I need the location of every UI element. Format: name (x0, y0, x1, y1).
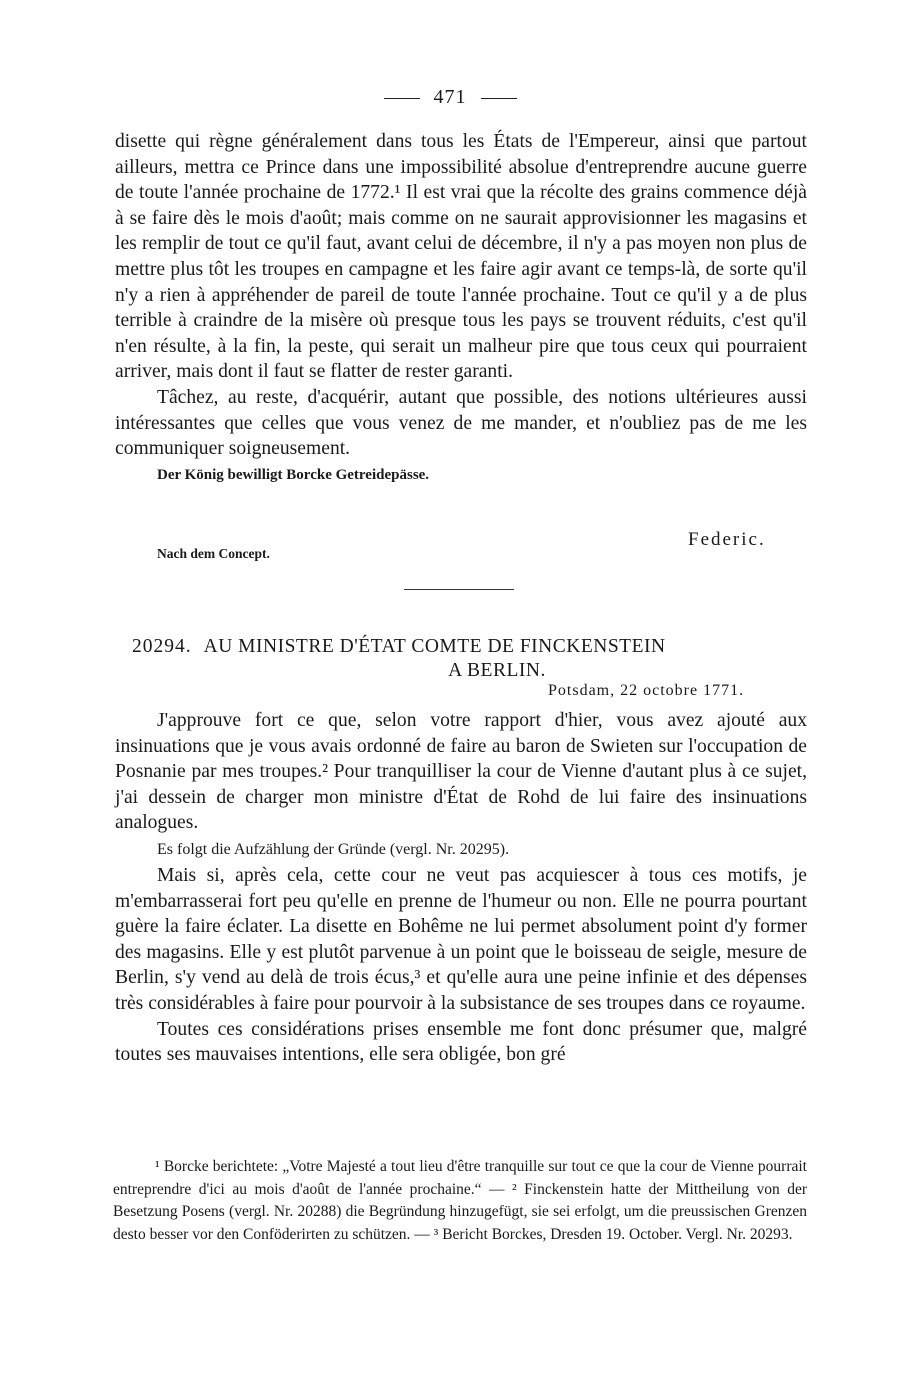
dateline: Potsdam, 22 octobre 1771. (548, 682, 745, 699)
heading-line-1: AU MINISTRE D'ÉTAT COMTE DE FINCKENSTEIN (203, 636, 666, 657)
section-divider (404, 589, 514, 590)
left-rule (384, 98, 420, 99)
document-number: 20294. (132, 636, 192, 657)
source-note: Nach dem Concept. (157, 546, 270, 561)
paragraph: disette qui règne généralement dans tous les États de l'Empereur, ainsi que partout ailleurs, mettra ce Prince dans une impossibilité absolue d'entreprendre aucune guerre de toute l'année prochaine de 1772.¹ Il est vrai que la récolte des grains commence déjà à se faire dès le mois d'août; mais comme on ne saurait approvisionner les magasins et les remplir de tout ce qu'il faut, avant celui de décembre, il n'y a pas moyen non plus de mettre plus tôt les troupes en campagne et les faire agir avant ce temps-là, de sorte qu'il n'y a rien à appréhender de pareil de toute l'année prochaine. Tout ce qu'il y a de plus terrible à craindre de la misère où presque tous les pays se trouvent réduits, c'est qu'il n'en résulte, à la fin, la peste, qui serait un malheur pire que tous ceux qui pourraient arriver, mais dont il faut se flatter de rester garanti. (115, 131, 807, 383)
page-number-value: 471 (433, 86, 467, 108)
page-number (0, 86, 900, 109)
paragraph: J'approuve fort ce que, selon votre rapport d'hier, vous avez ajouté aux insinuations que je vous avais ordonné de faire au baron de Swieten sur l'occupation de Posnanie par mes troupes.² Pour tranquilliser la cour de Vienne d'autant plus à ce sujet, j'ai dessein de charger mon ministre d'État de Rohd de lui faire des insinuations analogues. (115, 710, 807, 834)
editorial-note: Der König bewilligt Borcke Getreidepässe. (157, 466, 430, 483)
signature: Federic. (688, 529, 766, 550)
footnotes-text: ¹ Borcke berichtete: „Votre Majesté a tout lieu d'être tranquille sur tout ce que la cour de Vienne pourrait entreprendre d'ici au mois d'août de l'année prochaine.“ — ² Finckenstein hatte der Mittheilung von der Besetzung Posens (vergl. Nr. 20288) die Begründung hinzugefügt, sie sei erfolgt, um die preussischen Grenzen desto besser vor den Conföderirten zu schützen. — ³ Bericht Borckes, Dresden 19. October. Vergl. Nr. 20293. (113, 1158, 807, 1243)
paragraph: Toutes ces considérations prises ensemble me font donc présumer que, malgré toutes ses mauvaises intentions, elle sera obligée, bon gré (115, 1018, 807, 1066)
heading-line-2: A BERLIN. (448, 660, 546, 681)
paragraph: Mais si, après cela, cette cour ne veut pas acquiescer à tous ces motifs, je m'embarrasserai fort peu qu'elle en prenne de l'humeur ou non. Elle ne pourra pourtant guère la faire éclater. La disette en Bohême ne lui permet absolument point d'y former des magasins. Elle y est plutôt parvenue à un point que le boisseau de seigle, mesure de Berlin, s'y vend au delà de trois écus,³ et qu'elle aura une peine infinie et des dépenses très considérables à faire pour pourvoir à la subsistance de ses troupes dans ce royaume. (115, 864, 807, 1014)
letter-body (115, 708, 807, 1068)
editorial-note: Es folgt die Aufzählung der Gründe (vergl. Nr. 20295). (157, 840, 510, 858)
footnotes (113, 1156, 807, 1246)
paragraph: Tâchez, au reste, d'acquérir, autant que possible, des notions ultérieures aussi intéressantes que celles que vous venez de me mander, et n'oubliez pas de me les communiquer soigneusement. (115, 386, 807, 460)
right-rule (481, 98, 517, 99)
letter-continuation (115, 129, 807, 488)
document-heading (132, 636, 792, 682)
